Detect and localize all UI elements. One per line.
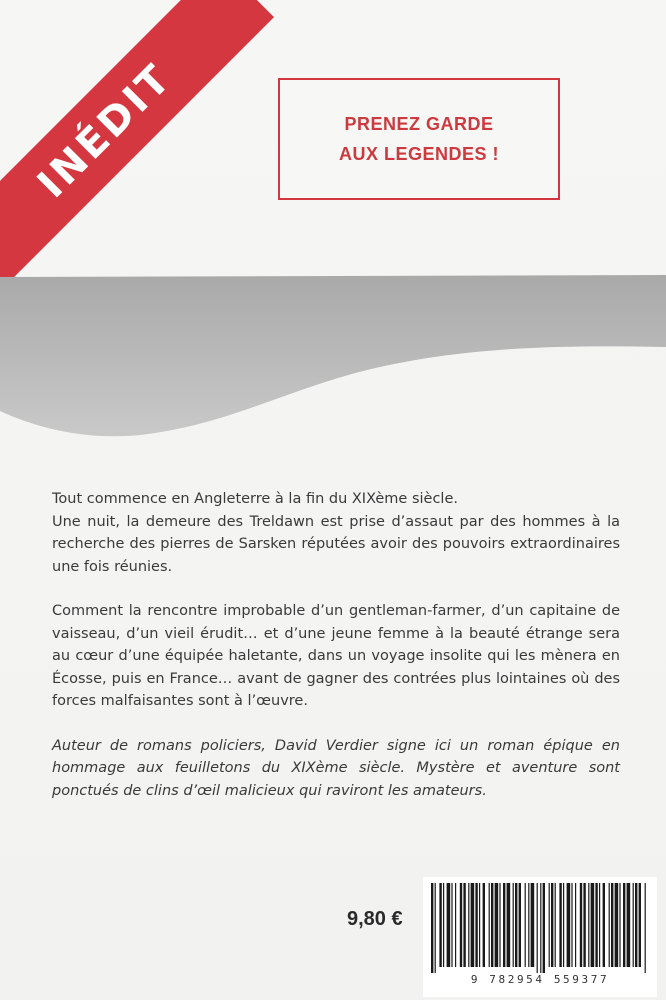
- barcode-bar: [479, 883, 480, 967]
- barcode-bar: [499, 883, 500, 967]
- barcode-bar: [639, 883, 641, 967]
- corner-banner: [0, 0, 300, 300]
- barcode-bar: [507, 883, 511, 967]
- barcode-bar: [549, 883, 550, 967]
- tagline-line-1: PRENEZ GARDE: [344, 114, 494, 134]
- barcode-bar: [468, 883, 469, 967]
- barcode-bar: [611, 883, 613, 967]
- barcode-bar: [431, 883, 433, 973]
- barcode-bars: [431, 883, 649, 973]
- barcode-bar: [609, 883, 610, 967]
- barcode-bar: [633, 883, 634, 967]
- barcode-bar: [551, 883, 553, 967]
- barcode-bar: [483, 883, 485, 967]
- barcode-bar: [489, 883, 490, 967]
- barcode-bar: [439, 883, 441, 967]
- barcode-bar: [559, 883, 561, 967]
- price-label: 9,80 €: [347, 908, 403, 930]
- barcode-bar: [580, 883, 582, 967]
- barcode-bar: [519, 883, 521, 967]
- inedit-ribbon: [0, 0, 274, 300]
- gray-swoosh-decoration: [0, 275, 666, 455]
- banner-label: INÉDIT: [28, 54, 182, 208]
- barcode-bar: [595, 883, 597, 967]
- barcode-bar: [575, 883, 576, 967]
- barcode-bar: [443, 883, 444, 967]
- tagline-box: [278, 78, 560, 200]
- author-note: Auteur de romans policiers, David Verdier signe ici un roman épique en hommage aux feuilletons du XIXème siècle. Mystère et aventure sont ponctués de clins d’œil malicieux qui raviront les amateurs.: [52, 737, 620, 799]
- barcode-bar: [567, 883, 571, 967]
- barcode-bar: [645, 883, 646, 973]
- isbn-barcode: [423, 877, 657, 997]
- barcode-bar: [588, 883, 589, 967]
- barcode-bar: [513, 883, 514, 967]
- barcode-bar: [515, 883, 517, 967]
- barcode-bar: [495, 883, 499, 967]
- barcode-bar: [540, 883, 541, 973]
- barcode-bar: [435, 883, 436, 973]
- barcode-bar: [460, 883, 462, 967]
- barcode-bar: [619, 883, 620, 967]
- barcode-bar: [555, 883, 556, 967]
- barcode-bar: [635, 883, 637, 967]
- barcode-bar: [525, 883, 526, 967]
- barcode-bar: [583, 883, 585, 967]
- barcode-bar: [455, 883, 456, 967]
- tagline-line-2: AUX LEGENDES !: [338, 144, 500, 164]
- barcode-bar: [531, 883, 535, 967]
- barcode-bar: [447, 883, 451, 967]
- barcode-bar: [491, 883, 493, 967]
- barcode-bar: [537, 883, 538, 973]
- blurb-paragraph-1: Une nuit, la demeure des Treldawn est prise d’assaut par des hommes à la recherche des pierres de Sarsken réputées avoir des pouvoirs extraordinaires une fois réunies.: [52, 513, 620, 575]
- blurb-paragraph-1-first-line: Tout commence en Angleterre à la fin du XIXème siècle.: [52, 491, 458, 507]
- isbn-number: 9 782954 559377: [470, 973, 610, 986]
- barcode-bar: [563, 883, 564, 967]
- back-cover-blurb: [52, 488, 620, 824]
- barcode-bar: [451, 883, 452, 967]
- barcode-bar: [571, 883, 572, 967]
- barcode-bar: [463, 883, 465, 967]
- barcode-bar: [603, 883, 605, 967]
- barcode-bar: [543, 883, 545, 973]
- blurb-paragraph-2: Comment la rencontre improbable d’un gentleman-farmer, d’un capitaine de vaisseau, d’un vieil érudit… et d’une jeune femme à la beauté étrange sera au cœur d’une équipée haletante, dans un voyage insolite qui les mènera en Écosse, puis en France… avant de gagner des contrées plus lointaines où des forces malfaisantes sont à l’œuvre.: [52, 603, 620, 709]
- barcode-bar: [627, 883, 631, 967]
- barcode-bar: [623, 883, 625, 967]
- barcode-bar: [615, 883, 619, 967]
- barcode-bar: [471, 883, 475, 967]
- barcode-bar: [591, 883, 595, 967]
- barcode-bar: [599, 883, 600, 967]
- barcode-bar: [475, 883, 477, 967]
- barcode-bar: [503, 883, 505, 967]
- barcode-bar: [528, 883, 529, 967]
